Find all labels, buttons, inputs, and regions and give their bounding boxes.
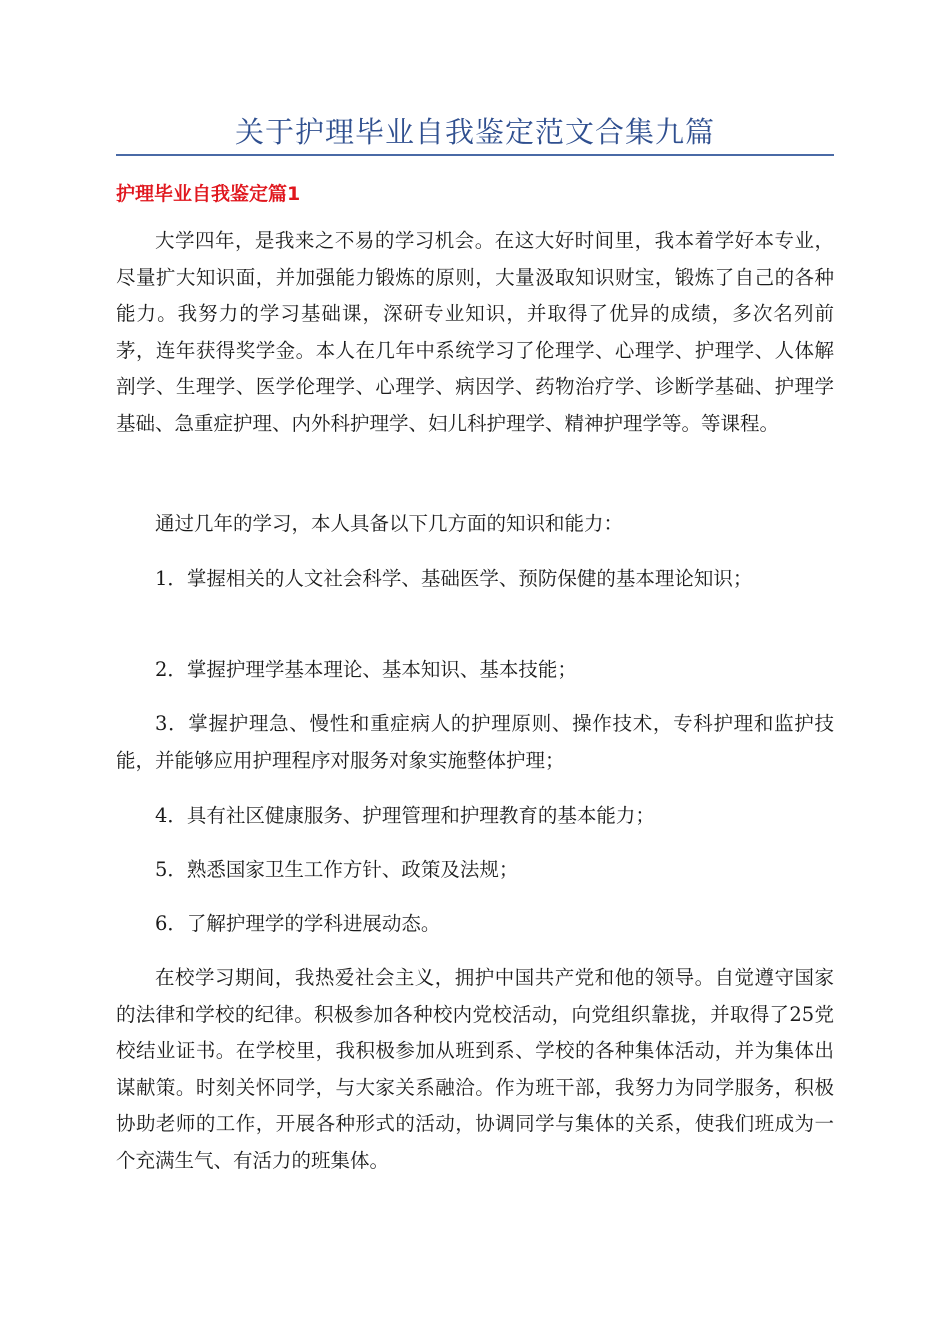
list-item-3: 3．掌握护理急、慢性和重症病人的护理原则、操作技术，专科护理和监护技能，并能够应用护理程序对服务对象实施整体护理； [116, 712, 834, 772]
title-underline-rule [116, 154, 834, 156]
section-heading: 护理毕业自我鉴定篇1 [116, 183, 301, 205]
body-paragraph-1: 大学四年，是我来之不易的学习机会。在这大好时间里，我本着学好本专业，尽量扩大知识面，并加强能力锻炼的原则，大量汲取知识财宝，锻炼了自己的各种能力。我努力的学习基础课，深研专业知识，并取得了优异的成绩，多次名列前茅，连年获得奖学金。本人在几年中系统学习了伦理学、心理学、护理学、人体解剖学、生理学、医学伦理学、心理学、病因学、药物治疗学、诊断学基础、护理学基础、急重症护理、内外科护理学、妇儿科护理学、精神护理学等。等课程。 [116, 229, 834, 435]
list-item-1: 1．掌握相关的人文社会科学、基础医学、预防保健的基本理论知识； [155, 567, 753, 590]
list-item-4: 4．具有社区健康服务、护理管理和护理教育的基本能力； [155, 804, 655, 827]
document-title: 关于护理毕业自我鉴定范文合集九篇 [234, 115, 715, 149]
body-paragraph-2: 通过几年的学习，本人具备以下几方面的知识和能力： [155, 512, 624, 535]
list-item-6: 6．了解护理学的学科进展动态。 [155, 912, 441, 935]
list-item-5: 5．熟悉国家卫生工作方针、政策及法规； [155, 858, 519, 881]
list-item-2: 2．掌握护理学基本理论、基本知识、基本技能； [155, 658, 577, 681]
body-paragraph-3: 在校学习期间，我热爱社会主义，拥护中国共产党和他的领导。自觉遵守国家的法律和学校的纪律。积极参加各种校内党校活动，向党组织靠拢，并取得了25党校结业证书。在学校里，我积极参加从班到系、学校的各种集体活动，并为集体出谋献策。时刻关怀同学，与大家关系融洽。作为班干部，我努力为同学服务，积极协助老师的工作，开展各种形式的活动，协调同学与集体的关系，使我们班成为一个充满生气、有活力的班集体。 [116, 966, 834, 1172]
